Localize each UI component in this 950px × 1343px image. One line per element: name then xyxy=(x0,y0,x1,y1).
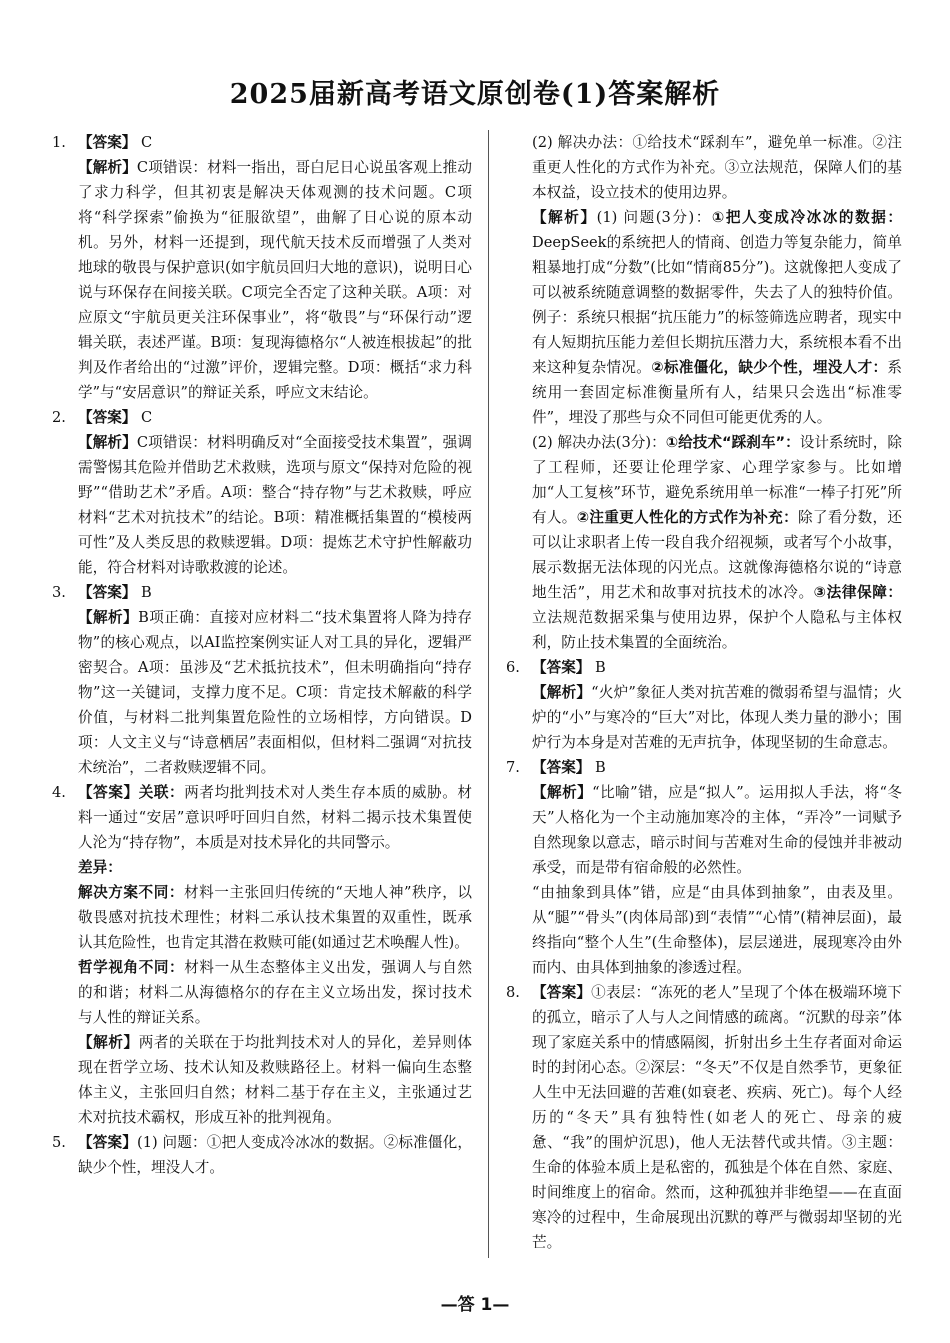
analysis-text: “比喻”错，应是“拟人”。运用拟人手法，将“冬天”人格化为一个主动施加寒冷的主体，“弄冷”一词赋予自然现象以意志，暗示时间与苦难对生命的侵蚀并非被动承受，而是带有宿命般的必然性。 xyxy=(532,784,902,876)
analysis-tag: 【解析】 xyxy=(78,159,137,176)
difference-1-label: 解决方案不同： xyxy=(78,884,184,901)
analysis-paragraph-1 xyxy=(532,205,902,430)
analysis-tag: 【解析】 xyxy=(78,434,137,451)
analysis-paragraph xyxy=(532,680,902,755)
question-number: 5. xyxy=(52,1134,66,1151)
question-2 xyxy=(52,405,472,580)
analysis-text: 设计系统时，除了工程师，还要让伦理学家、心理学家参与。比如增加“人工复核”环节，避免系统用单一标准“一棒子打死”所有人。 xyxy=(532,434,902,526)
answer-part-2: (2) 解决办法：①给技术“踩刹车”，避免单一标准。②注重更人性化的方式作为补充。③立法规范，保障人们的基本权益，设立技术的使用边界。 xyxy=(532,134,902,201)
analysis-paragraph xyxy=(532,780,902,880)
analysis-text: 两者的关联在于均批判技术对人的异化，差异则体现在哲学立场、技术认知及救赎路径上。材料一偏向生态整体主义，主张回归自然；材料二基于存在主义，主张通过艺术对抗技术霸权，形成互补的批判视角。 xyxy=(78,1034,472,1126)
question-number: 4. xyxy=(52,784,66,801)
analysis-text: 除了看分数，还可以让求职者上传一段自我介绍视频，或者写个小故事，展示数据无法体现的闪光点。这就像海德格尔说的“诗意地生活”，用艺术和故事对抗技术的冰冷。 xyxy=(532,509,902,601)
analysis-point: ③法律保障： xyxy=(813,584,903,601)
analysis-tag: 【解析】 xyxy=(78,609,139,626)
analysis-text: “火炉”象征人类对抗苦难的微弱希望与温情；火炉的“小”与寒冷的“巨大”对比，体现人类力量的渺小；围炉行为本身是对苦难的无声抗争，体现坚韧的生命意志。 xyxy=(532,684,902,751)
answer-value: B xyxy=(595,659,606,676)
answer-tag: 【答案】 xyxy=(78,409,137,426)
question-number: 2. xyxy=(52,409,66,426)
answer-paragraph xyxy=(532,980,902,1255)
page-title: 2025届新高考语文原创卷(1)答案解析 xyxy=(229,79,721,110)
answer-link-paragraph xyxy=(78,780,472,855)
link-label: 关联： xyxy=(138,784,185,801)
analysis-text: 系统用一套固定标准衡量所有人，结果只会选出“标准零件”，埋没了那些与众不同但可能更优秀的人。 xyxy=(532,359,902,426)
analysis-prefix: (2) 解决办法(3分)： xyxy=(532,434,666,451)
analysis-paragraph xyxy=(78,1030,472,1130)
question-8 xyxy=(506,980,902,1255)
analysis-paragraph-2 xyxy=(532,430,902,655)
answer-line xyxy=(532,755,902,780)
answer-value: C xyxy=(141,409,153,426)
answer-value: B xyxy=(141,584,152,601)
question-number: 3. xyxy=(52,584,66,601)
difference-1 xyxy=(78,880,472,955)
analysis-text: DeepSeek的系统把人的情商、创造力等复杂能力，简单粗暴地打成“分数”(比如“情商85分”)。这就像把人变成了可以被系统随意调整的数据零件，失去了人的独特价值。例子：系统只根据“抗压能力”的标签筛选应聘者，现实中有人短期抗压能力差但长期抗压潜力大，系统根本看不出来这种复杂情况。 xyxy=(532,234,902,376)
answer-tag: 【答案】 xyxy=(532,659,591,676)
answer-line xyxy=(532,655,902,680)
analysis-tag: 【解析】 xyxy=(532,784,593,801)
analysis-point: ①给技术“踩刹车”： xyxy=(665,434,800,451)
question-3 xyxy=(52,580,472,780)
answer-tag: 【答案】 xyxy=(78,784,139,801)
question-7 xyxy=(506,755,902,980)
question-number: 7. xyxy=(506,759,520,776)
answer-value: C xyxy=(141,134,153,151)
difference-2 xyxy=(78,955,472,1030)
answer-tag: 【答案】 xyxy=(78,1134,137,1151)
analysis-text: C项错误：材料一指出，哥白尼日心说虽客观上推动了求力科学，但其初衷是解决天体观测的技术问题。C项将“科学探索”偷换为“征服欲望”，曲解了日心说的原本动机。另外，材料一还提到，现代航天技术反而增强了人类对地球的敬畏与保护意识(如宇航员回归大地的意识)，说明日心说与环保存在间接关联。C项完全否定了这种关联。A项：对应原文“宇航员更关注环保事业”，将“敬畏”与“环保行动”逻辑关联，表述严谨。B项：复现海德格尔“人被连根拔起”的批判及作者给出的“过激”评价，逻辑完整。D项：概括“求力科学”与“安居意识”的辩证关系，呼应文末结论。 xyxy=(78,159,472,401)
answer-tag: 【答案】 xyxy=(532,759,591,776)
analysis-paragraph-2: “由抽象到具体”错，应是“由具体到抽象”，由表及里。从“腿”“骨头”(肉体局部)到“表情”“心情”(精神层面)，最终指向“整个人生”(生命整体)，层层递进，展现寒冷由外而内、由具体到抽象的渗透过程。 xyxy=(532,884,902,976)
left-column xyxy=(52,130,472,1180)
analysis-point: ①把人变成冷冰冰的数据： xyxy=(711,209,902,226)
answer-line xyxy=(78,130,472,155)
answer-line xyxy=(78,1130,472,1180)
answer-line xyxy=(78,405,472,430)
analysis-text: C项错误：材料明确反对“全面接受技术集置”，强调需警惕其危险并借助艺术救赎，选项与原文“保持对危险的视野”“借助艺术”矛盾。A项：整合“持存物”与艺术救赎，呼应材料“艺术对抗技术”的结论。B项：精准概括集置的“模棱两可性”及人类反思的救赎逻辑。D项：提炼艺术守护性解蔽功能，符合材料对诗歌救渡的论述。 xyxy=(78,434,472,576)
analysis-point: ②标准僵化，缺少个性，埋没人才： xyxy=(651,359,888,376)
analysis-paragraph xyxy=(78,430,472,580)
analysis-tag: 【解析】 xyxy=(532,684,592,701)
analysis-tag: 【解析】 xyxy=(78,1034,139,1051)
answer-tag: 【答案】 xyxy=(78,584,137,601)
link-text: 两者均批判技术对人类生存本质的威胁。材料一通过“安居”意识呼吁回归自然，材料二揭示技术集置使人沦为“持存物”，本质是对技术异化的共同警示。 xyxy=(78,784,472,851)
question-6 xyxy=(506,655,902,755)
answer-value: B xyxy=(595,759,606,776)
analysis-paragraph xyxy=(78,605,472,780)
right-column xyxy=(506,130,902,1255)
question-5 xyxy=(52,1130,472,1180)
answer-tag: 【答案】 xyxy=(78,134,137,151)
analysis-point: ②注重更人性化的方式作为补充： xyxy=(576,509,798,526)
question-1 xyxy=(52,130,472,405)
analysis-paragraph xyxy=(78,155,472,405)
column-divider xyxy=(488,130,489,1258)
difference-heading xyxy=(78,855,472,880)
analysis-tag: 【解析】 xyxy=(532,209,597,226)
question-number: 6. xyxy=(506,659,520,676)
difference-1-text: 材料一主张回归传统的“天地人神”秩序，以敬畏感对抗技术理性；材料二承认技术集置的双重性，既承认其危险性，也肯定其潜在救赎可能(如通过艺术唤醒人性)。 xyxy=(78,884,472,951)
page-footer: —答 1— xyxy=(440,1295,510,1315)
analysis-prefix: (1) 问题(3分)： xyxy=(596,209,712,226)
question-4 xyxy=(52,780,472,1130)
analysis-text: B项正确：直接对应材料二“技术集置将人降为持存物”的核心观点，以AI监控案例实证人对工具的异化，逻辑严密契合。A项：虽涉及“艺术抵抗技术”，但未明确指向“持存物”这一关键词，支撑力度不足。C项：肯定技术解蔽的科学价值，与材料二批判集置危险性的立场相悖，方向错误。D项：人文主义与“诗意栖居”表面相似，但材料二强调“对抗技术统治”，二者救赎逻辑不同。 xyxy=(78,609,472,776)
question-number: 1. xyxy=(52,134,66,151)
answer-value: (1) 问题：①把人变成冷冰冰的数据。②标准僵化，缺少个性，埋没人才。 xyxy=(78,1134,472,1176)
answer-tag: 【答案】 xyxy=(532,984,592,1001)
difference-label: 差异： xyxy=(78,859,122,876)
question-5-continued xyxy=(506,130,902,655)
difference-2-text: 材料一从生态整体主义出发，强调人与自然的和谐；材料二从海德格尔的存在主义立场出发，探讨技术与人性的辩证关系。 xyxy=(78,959,472,1026)
answer-line xyxy=(78,580,472,605)
difference-2-label: 哲学视角不同： xyxy=(78,959,185,976)
question-number: 8. xyxy=(506,984,520,1001)
analysis-text: 立法规范数据采集与使用边界，保护个人隐私与主体权利，防止技术集置的全面统治。 xyxy=(532,609,902,651)
answer-text: ①表层：“冻死的老人”呈现了个体在极端环境下的孤立，暗示了人与人之间情感的疏离。“沉默的母亲”体现了家庭关系中的情感隔阂，折射出乡土生存者面对命运时的封闭心态。②深层：“冬天”不仅是自然季节，更象征人生中无法回避的苦难(如衰老、疾病、死亡)。每个人经历的“冬天”具有独特性(如老人的死亡、母亲的疲惫、“我”的围炉沉思)，他人无法替代或共情。③主题：生命的体验本质上是私密的，孤独是个体在自然、家庭、时间维度上的宿命。然而，这种孤独并非绝望——在直面寒冷的过程中，生命展现出沉默的尊严与微弱却坚韧的光芒。 xyxy=(532,984,902,1251)
